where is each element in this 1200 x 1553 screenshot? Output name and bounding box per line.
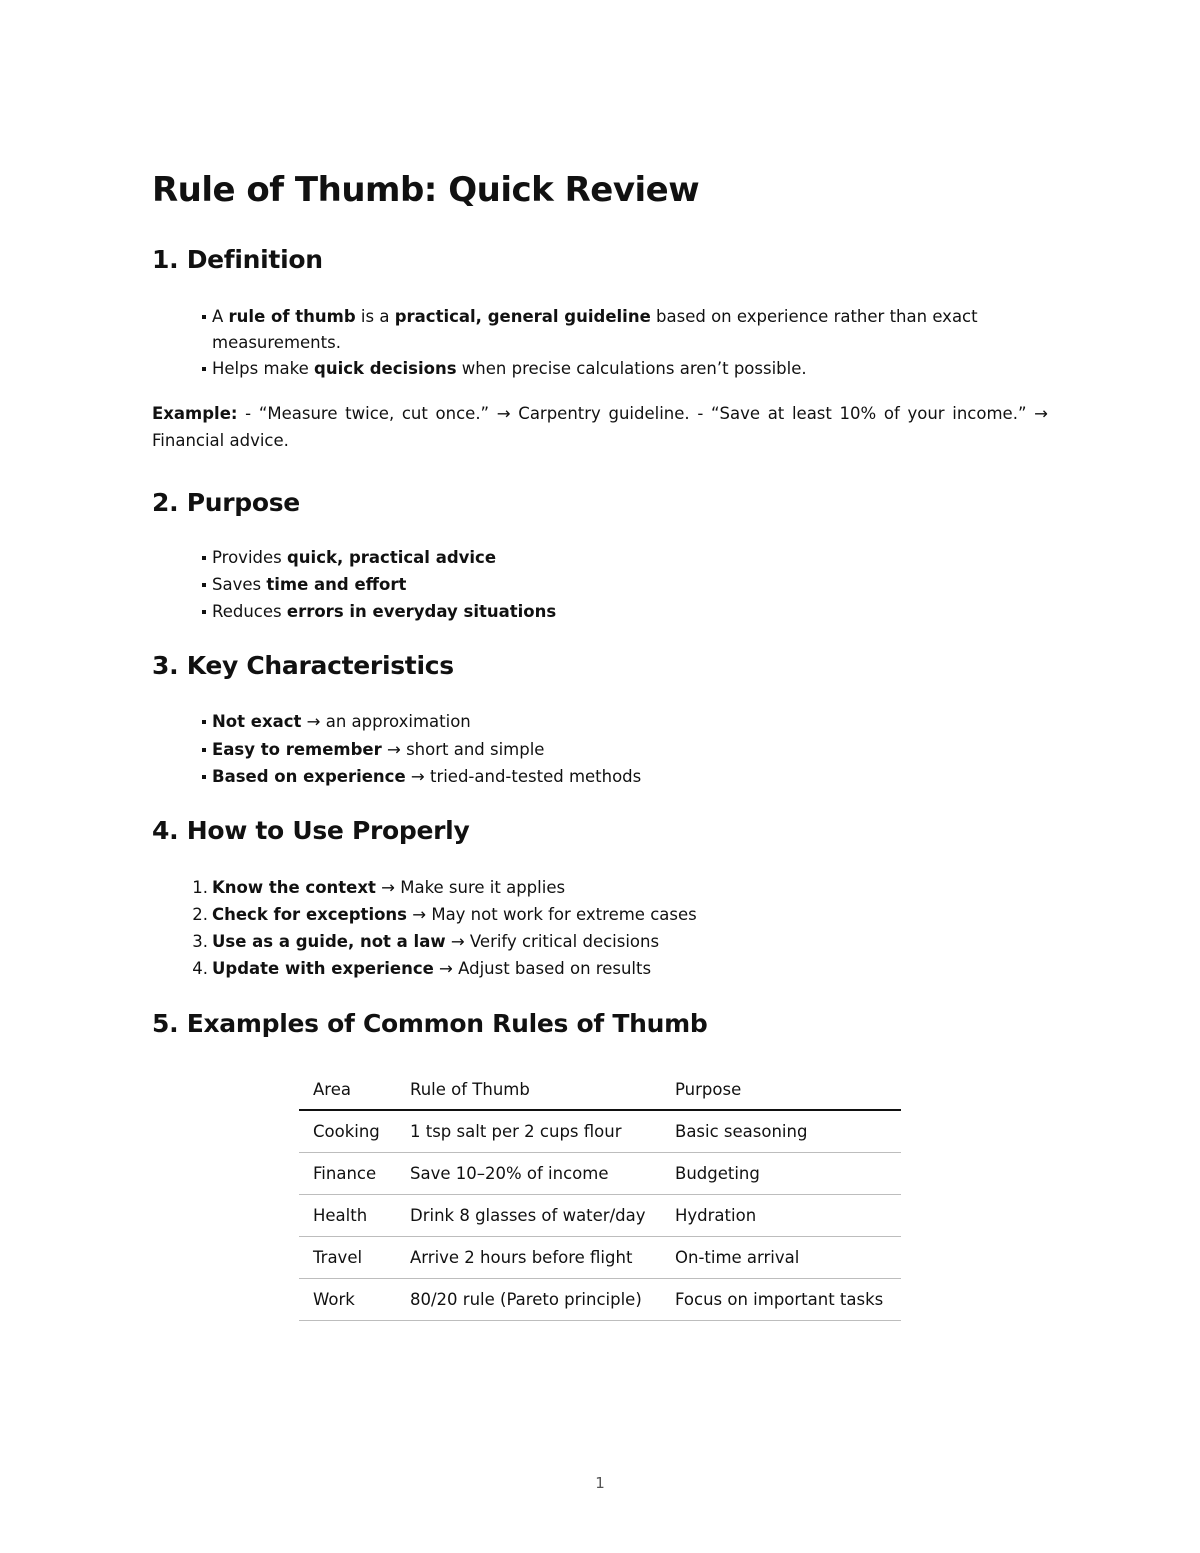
column-header: Area [299,1069,396,1110]
example-paragraph: Example: - “Measure twice, cut once.” → Carpentry guideline. - “Save at least 10% of your income.” → [152,404,1048,423]
bullet-icon [202,583,206,587]
table-row [299,1153,901,1195]
table-cell: Save 10–20% of income [396,1153,661,1195]
table-cell: On-time arrival [661,1237,901,1279]
list-item: A rule of thumb is a practical, general guideline based on experience rather than exact measurements. [212,304,1012,356]
table-row [299,1110,901,1153]
table-cell: Health [299,1195,396,1237]
page-number: 1 [595,1474,605,1492]
table-row [299,1237,901,1279]
list-item: Based on experience → tried-and-tested methods [212,764,1012,790]
table-cell: Focus on important tasks [661,1279,901,1321]
bullet-icon [202,556,206,560]
bullet-icon [202,610,206,614]
rules-table [299,1069,901,1321]
section-heading-examples: 5. Examples of Common Rules of Thumb [152,1009,708,1038]
section-heading-purpose: 2. Purpose [152,488,300,517]
table-cell: Finance [299,1153,396,1195]
table-cell: Work [299,1279,396,1321]
table-cell: Drink 8 glasses of water/day [396,1195,661,1237]
table-cell: Budgeting [661,1153,901,1195]
section-heading-definition: 1. Definition [152,245,323,274]
example-paragraph-cont: Financial advice. [152,431,289,450]
purpose-list [212,545,1012,625]
column-header: Rule of Thumb [396,1069,661,1110]
characteristics-list [212,709,1012,790]
list-item: Easy to remember → short and simple [212,737,1012,763]
section-heading-characteristics: 3. Key Characteristics [152,651,454,680]
table-row [299,1195,901,1237]
list-item: 2. Check for exceptions → May not work for extreme cases [192,905,697,924]
table-cell: Travel [299,1237,396,1279]
list-item: Not exact → an approximation [212,709,1012,735]
table-cell: Basic seasoning [661,1110,901,1153]
page-title: Rule of Thumb: Quick Review [152,170,700,210]
list-item: 3. Use as a guide, not a law → Verify critical decisions [192,932,660,951]
list-item: Provides quick, practical advice [212,545,1012,571]
table-cell: Hydration [661,1195,901,1237]
list-item: Reduces errors in everyday situations [212,599,1012,625]
bullet-icon [202,748,206,752]
table-header-row [299,1069,901,1110]
bullet-icon [202,315,206,319]
bullet-icon [202,367,206,371]
table-row [299,1279,901,1321]
table-cell: 1 tsp salt per 2 cups flour [396,1110,661,1153]
column-header: Purpose [661,1069,901,1110]
table-cell: 80/20 rule (Pareto principle) [396,1279,661,1321]
list-item: 1. Know the context → Make sure it applies [192,878,566,897]
list-item: Helps make quick decisions when precise calculations aren’t possible. [212,356,1012,382]
list-item: 4. Update with experience → Adjust based on results [192,959,652,978]
table-cell: Arrive 2 hours before flight [396,1237,661,1279]
table-cell: Cooking [299,1110,396,1153]
section-heading-usage: 4. How to Use Properly [152,816,470,845]
definition-list [212,304,1012,382]
usage-list [192,875,697,982]
list-item: Saves time and effort [212,572,1012,598]
bullet-icon [202,775,206,779]
bullet-icon [202,720,206,724]
